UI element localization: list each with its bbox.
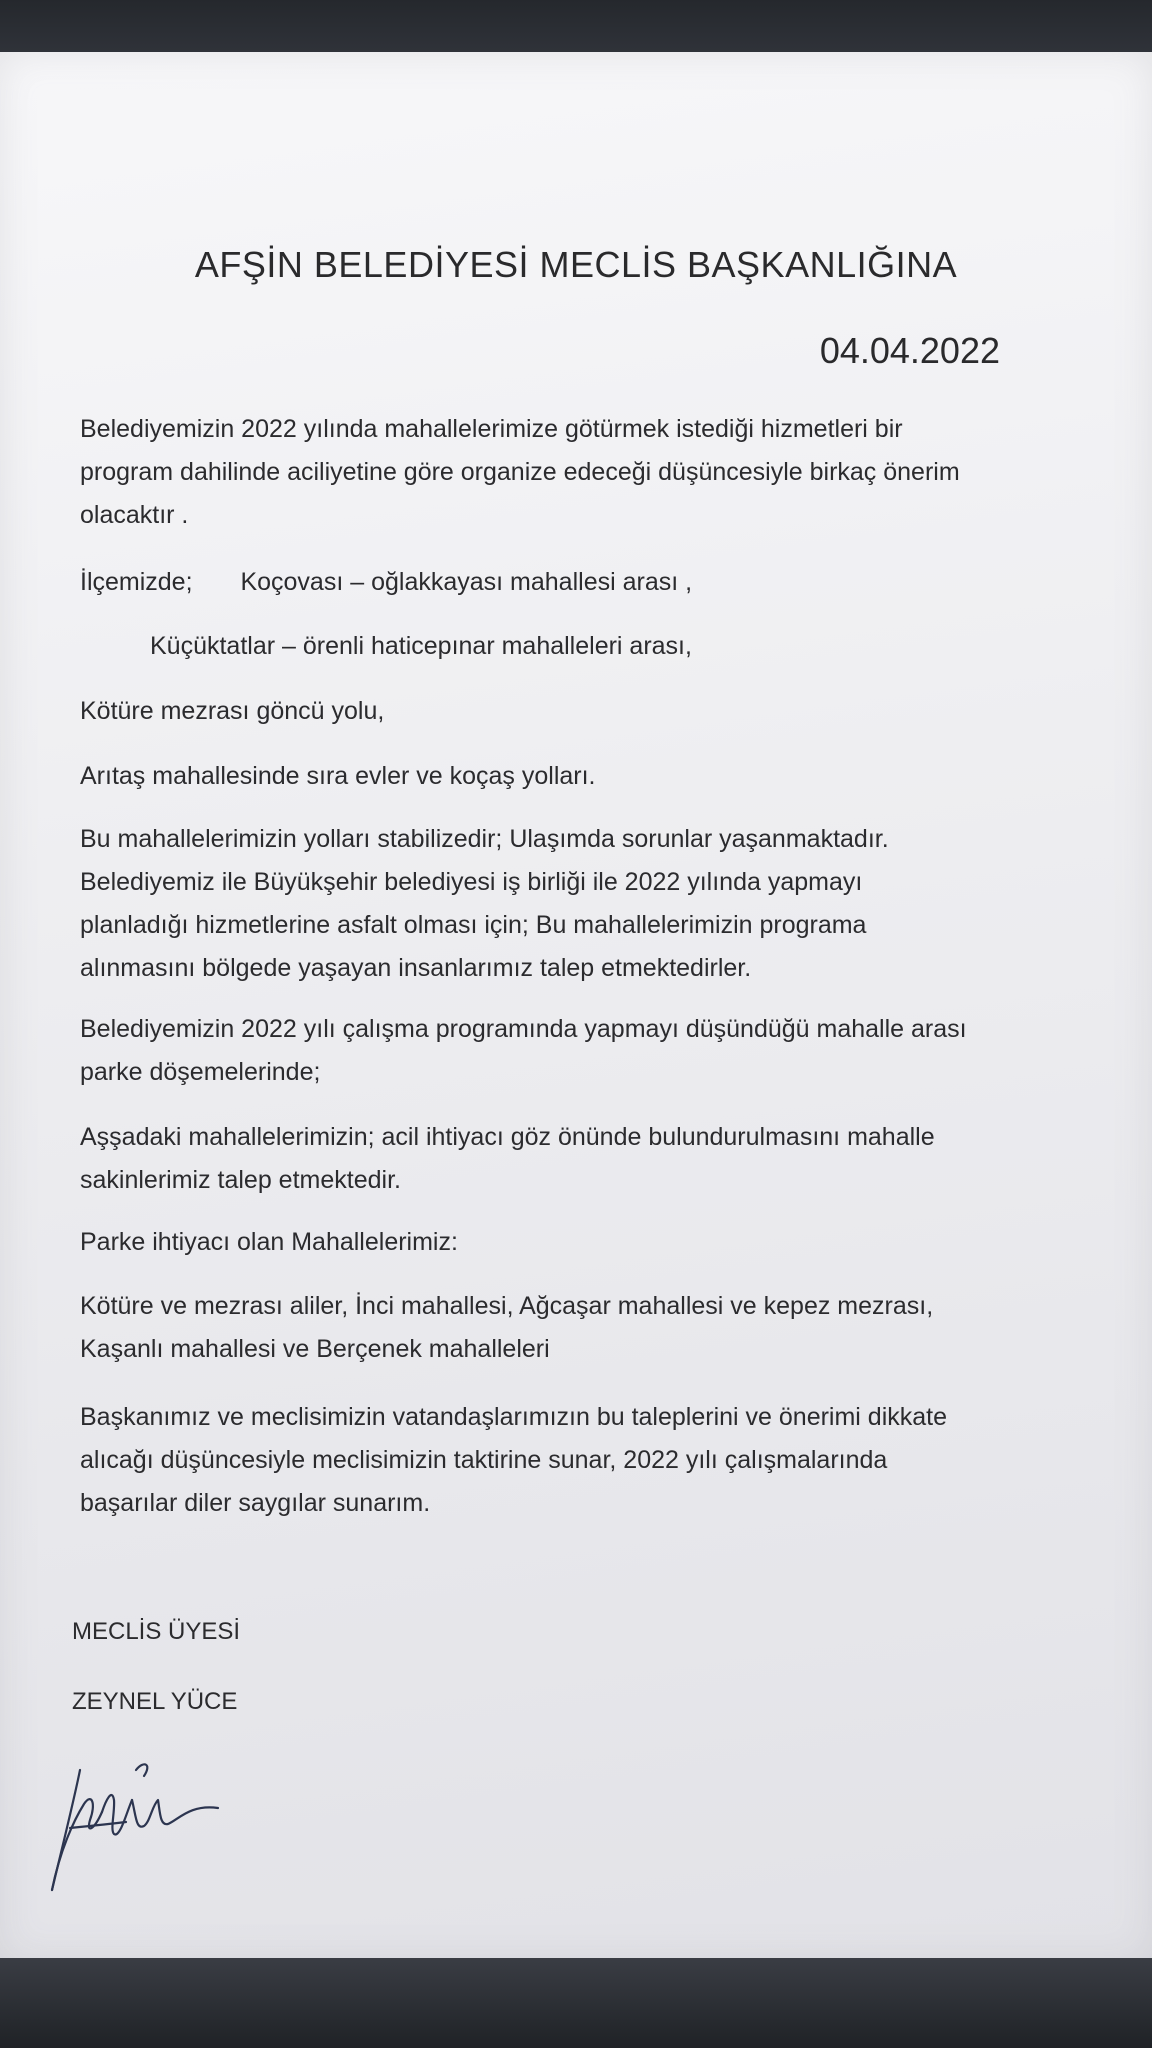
paragraph-request [80, 1116, 1090, 1202]
text-line: program dahilinde aciliyetine göre organize edeceği düşüncesiyle birkaç önerim [80, 458, 960, 486]
road-line: Arıtaş mahallesinde sıra evler ve koçaş yolları. [80, 762, 596, 790]
text-line: Belediyemiz ile Büyükşehir belediyesi iş birliği ile 2022 yılında yapmayı [80, 868, 863, 896]
text-line: alınmasını bölgede yaşayan insanlarımız talep etmektedirler. [80, 954, 752, 982]
letter-date: 04.04.2022 [819, 330, 1000, 371]
signer-name: ZEYNEL YÜCE [72, 1688, 238, 1715]
text-line: sakinlerimiz talep etmektedir. [80, 1166, 401, 1194]
text-line: Belediyemizin 2022 yılında mahallelerimize götürmek istediği hizmetleri bir [80, 415, 903, 443]
letter-title: AFŞİN BELEDİYESİ MECLİS BAŞKANLIĞINA [194, 244, 958, 285]
district-item: Küçüktatlar – örenli haticepınar mahalleleri arası, [150, 632, 692, 660]
road-line: Kötüre mezrası göncü yolu, [80, 697, 385, 725]
top-dark-edge [0, 0, 1152, 56]
paragraph-closing [80, 1396, 1090, 1525]
handwritten-signature [40, 1730, 270, 1910]
text-line: Belediyemizin 2022 yılı çalışma programında yapmayı düşündüğü mahalle arası [80, 1015, 967, 1043]
paragraph-program [80, 1008, 1090, 1094]
text-line: Aşşadaki mahallelerimizin; acil ihtiyacı göz önünde bulundurulmasını mahalle [80, 1123, 935, 1151]
text-line: alıcağı düşüncesiyle meclisimizin taktirine sunar, 2022 yılı çalışmalarında [80, 1446, 888, 1474]
bottom-dark-edge [0, 1958, 1152, 2048]
district-prefix: İlçemizde; [80, 568, 193, 596]
text-line: olacaktır . [80, 501, 189, 529]
paragraph-intro [80, 408, 1090, 537]
district-line [80, 561, 1090, 604]
parke-list [80, 1285, 1090, 1371]
text-line: Kaşanlı mahallesi ve Berçenek mahalleleri [80, 1335, 550, 1363]
text-line: Kötüre ve mezrası aliler, İnci mahallesi, Ağcaşar mahallesi ve kepez mezrası, [80, 1292, 934, 1320]
paragraph-roads [80, 818, 1090, 990]
signer-title: MECLİS ÜYESİ [72, 1618, 241, 1645]
parke-heading: Parke ihtiyacı olan Mahallelerimiz: [80, 1228, 458, 1256]
text-line: Bu mahallelerimizin yolları stabilizedir; Ulaşımda sorunlar yaşanmaktadır. [80, 825, 889, 853]
text-line: parke döşemelerinde; [80, 1058, 321, 1086]
text-line: Başkanımız ve meclisimizin vatandaşlarımızın bu taleplerini ve önerimi dikkate [80, 1403, 948, 1431]
district-item: Koçovası – oğlakkayası mahallesi arası , [240, 568, 693, 596]
text-line: başarılar diler saygılar sunarım. [80, 1489, 431, 1517]
district-item-line [150, 625, 1152, 668]
text-line: planladığı hizmetlerine asfalt olması için; Bu mahallelerimizin programa [80, 911, 867, 939]
